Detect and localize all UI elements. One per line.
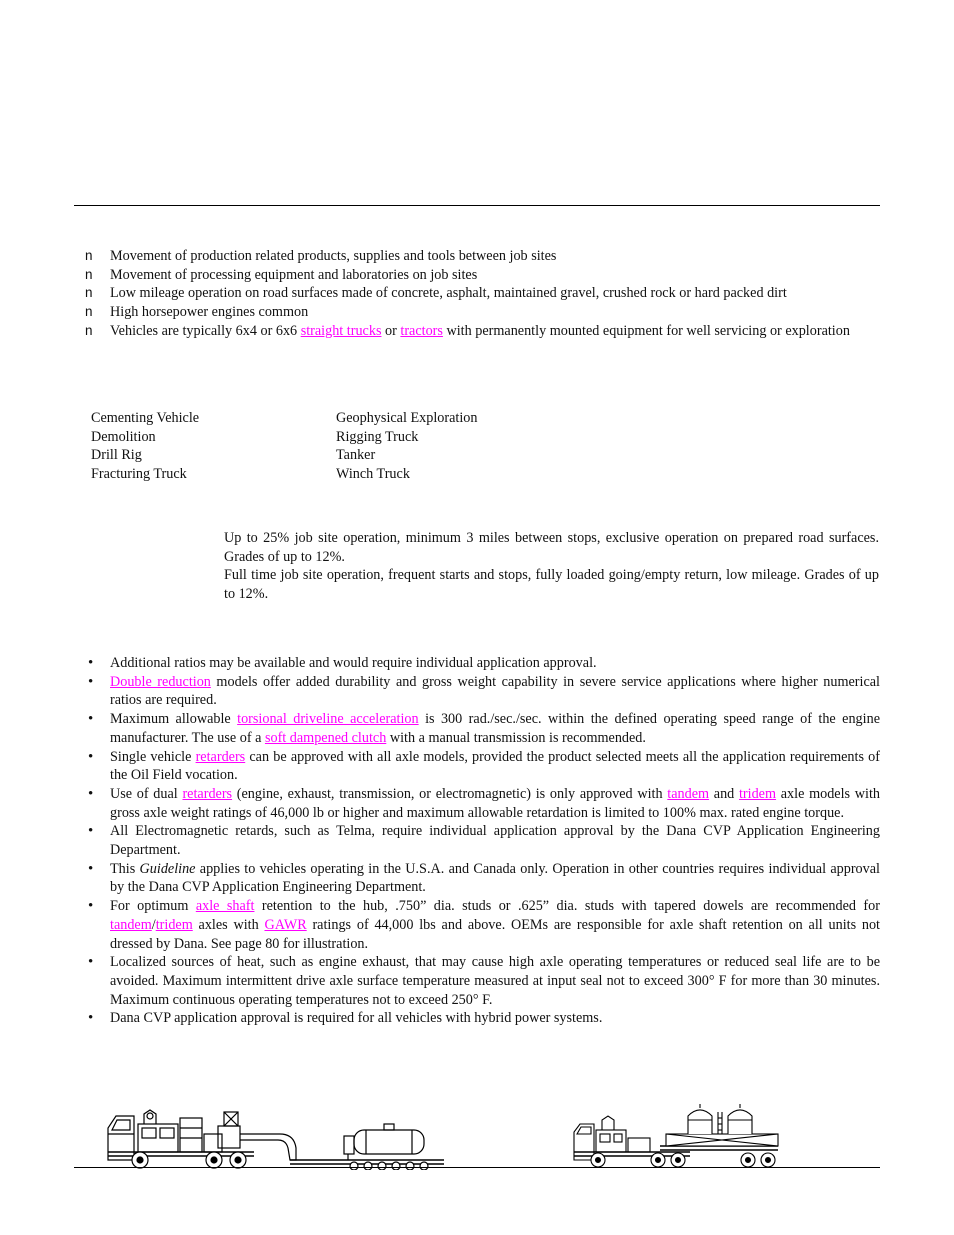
- tandem-link[interactable]: tandem: [667, 785, 710, 802]
- bullet-icon: •: [88, 823, 94, 840]
- bullet-icon: •: [88, 785, 94, 802]
- list-item: • Localized sources of heat, such as engine exhaust, that may cause high axle operating temperatures or reduced seal life are to be avoided. Maximum intermittent drive axle surface temperature measured at input seal not to exceed 300° F for more than 30 minutes. Maximum continuous operating temperatures not to exceed 250° F.: [88, 954, 880, 1008]
- list-item: n High horsepower engines common: [85, 304, 309, 321]
- list-item: • Dana CVP application approval is required for all vehicles with hybrid power systems.: [88, 1010, 603, 1027]
- list-item: n Vehicles are typically 6x4 or 6x6 straight trucks or tractors with permanently mounted equipment for well servicing or exploration: [85, 322, 850, 339]
- vocation-row: Cementing Vehicle Geophysical Exploration: [91, 410, 478, 426]
- list-item: • Double reduction models offer added durability and gross weight capability in severe service applications where higher numerical ratios are required.: [88, 673, 880, 709]
- vocation-row: Demolition Rigging Truck: [91, 428, 419, 445]
- bullet-icon: •: [88, 748, 94, 765]
- oilfield-lowboy-tanker-truck-illustration: [104, 1104, 449, 1170]
- vocations-table: [91, 409, 591, 484]
- application-notes-list: [85, 654, 880, 1028]
- service-class-descriptions: [224, 529, 879, 604]
- bullet-icon: •: [88, 898, 94, 915]
- list-item: n Movement of processing equipment and laboratories on job sites: [85, 266, 478, 283]
- retarders-link[interactable]: retarders: [195, 748, 246, 765]
- list-item: n Movement of production related products, supplies and tools between job sites: [85, 248, 557, 264]
- tandem-link[interactable]: tandem: [110, 916, 152, 933]
- torsional-driveline-acceleration-link[interactable]: torsional driveline acceleration: [237, 711, 419, 728]
- service-class-text: Full time job site operation, frequent starts and stops, fully loaded going/empty return, low mileage. Grades of up to 12%.: [224, 567, 879, 603]
- bullet-icon: •: [88, 1010, 94, 1027]
- tridem-link[interactable]: tridem: [738, 785, 777, 802]
- list-item: • Additional ratios may be available and would require individual application approval.: [88, 655, 597, 671]
- list-item: • Maximum allowable torsional driveline acceleration is 300 rad./sec./sec. within the defined operating speed range of the engine manufacturer. The use of a soft dampened clutch with a manual transmission is recommended.: [88, 711, 880, 746]
- footer-rule: [74, 1167, 880, 1168]
- list-item: • For optimum axle shaft retention to the hub, .750” dia. studs or .625” dia. studs with tapered dowels are recommended for tandem/tridem axles with GAWR ratings of 44,000 lbs and above. OEMs are responsible for axle shaft retention on all units not dressed by Dana. See page 80 for illustration.: [88, 898, 880, 952]
- vocation-row: Fracturing Truck Winch Truck: [91, 466, 410, 483]
- oilfield-silo-trailer-truck-illustration: [570, 1102, 782, 1170]
- characteristics-list: [85, 247, 880, 341]
- service-class-text: Up to 25% job site operation, minimum 3 miles between stops, exclusive operation on prepared road surfaces. Grades of up to 12%.: [224, 530, 879, 565]
- bullet-icon: •: [88, 655, 94, 671]
- list-item: • All Electromagnetic retards, such as Telma, require individual application approval by the Dana CVP Application Engineering Department.: [88, 823, 880, 859]
- gawr-link[interactable]: GAWR: [264, 916, 307, 933]
- soft-dampened-clutch-link[interactable]: soft dampened clutch: [264, 729, 387, 746]
- bullet-icon: •: [88, 673, 94, 690]
- list-item: n Low mileage operation on road surfaces made of concrete, asphalt, maintained gravel, crushed rock or hard packed dirt: [85, 285, 787, 302]
- list-item: • This Guideline applies to vehicles operating in the U.S.A. and Canada only. Operation in other countries requires individual approval by the Dana CVP Application Engineering Department.: [88, 860, 880, 896]
- list-item: • Single vehicle retarders can be approved with all axle models, provided the product selected meets all the application requirements of the Oil Field vocation.: [88, 748, 880, 784]
- vocation-row: Drill Rig Tanker: [91, 447, 376, 464]
- bullet-icon: •: [88, 711, 94, 728]
- list-item: • Use of dual retarders (engine, exhaust, transmission, or electromagnetic) is only approved with tandem and tridem axle models with gross axle weight ratings of 46,000 lb or higher and maximum allowable retardation is limited to 100% max. rated engine torque.: [88, 785, 881, 821]
- header-rule: [74, 205, 880, 206]
- straight-trucks-link[interactable]: straight trucks: [300, 322, 382, 339]
- axle-shaft-link[interactable]: axle shaft: [195, 898, 255, 915]
- tridem-link[interactable]: tridem: [155, 916, 193, 933]
- bullet-icon: •: [88, 860, 94, 877]
- bullet-icon: •: [88, 954, 94, 971]
- tractors-link[interactable]: tractors: [400, 322, 443, 339]
- retarders-link[interactable]: retarders: [182, 785, 233, 802]
- double-reduction-link[interactable]: Double reduction: [110, 673, 211, 690]
